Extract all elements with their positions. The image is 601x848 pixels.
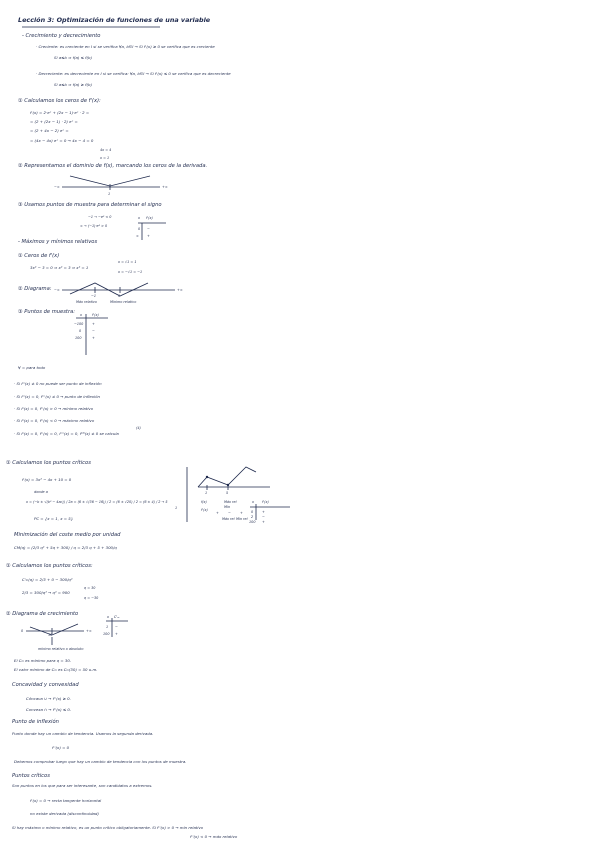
table-cell: + <box>92 336 95 340</box>
math-line: x = (−b ± √(b² − 4ac)) / 2a = (6 ± √(36 − 16)) / 2 = (6 ± √20) / 2 = (6 ± 4) / 2 → 5 <box>26 500 168 504</box>
axis-label: +∞ <box>162 185 168 189</box>
math-line: f'(x) = 2·eˣ + (2x − 1)·eˣ · 2 = <box>30 110 90 115</box>
step-heading: ② Representamos el dominio de f(x), marcando los ceros de la derivada. <box>18 163 208 169</box>
diagram-curve <box>70 283 148 296</box>
text-line: Debemos comprobar luego que hay un cambio de tendencia con los puntos de muestra. <box>14 759 187 764</box>
step-heading: ③ Puntos de muestra: <box>18 309 76 315</box>
axis-mark: 1 <box>108 192 111 196</box>
math-line: 3x² − 3 = 0 ⇒ x² = 3 ⇒ x² = 1 <box>30 265 89 270</box>
text-line: · Decreciente: es decreciente en I si se verifica: ∀a, b∈I → Si f'(x) ≤ 0 se verifica que es decreciente <box>36 71 231 76</box>
step-heading: ③ Usamos puntos de muestra para determinar el signo <box>18 202 162 208</box>
table-cell: 0 <box>138 227 141 231</box>
axis-mark: 1 <box>118 294 121 298</box>
page-title: Lección 3: Optimización de funciones de una variable <box>18 16 211 24</box>
table-cell: + <box>262 510 265 514</box>
text-line: f''(x) < 0 → máx relativo <box>190 834 238 839</box>
math-line: 2/3 = 300/q² → q² = 900 <box>22 590 70 595</box>
step-heading: ① Calculamos los ceros de f'(x): <box>18 98 101 104</box>
section-heading: - Máximos y mínimos relativos <box>18 239 98 245</box>
math-line: = (4x − 4x) eˣ = 0 → 4x − 4 = 0 <box>30 138 94 143</box>
text-line: no existe derivada (discontinuidad) <box>30 811 99 816</box>
rule-line: · Si f''(x) ≠ 0 no puede ser punto de inflexión <box>14 381 102 386</box>
graph-row-label: f(x) <box>201 500 207 504</box>
table-cell: + <box>92 322 95 326</box>
math-line: CM(q) = (2/3 q² + 5q + 300) / q = 2/3 q + 5 + 300/q <box>14 545 117 550</box>
graph-row-label: f'(x) <box>201 508 208 512</box>
math-line: x = √1 = 1 <box>118 260 137 264</box>
section-heading: Puntos críticos <box>12 773 50 779</box>
section-heading: Punto de inflexión <box>12 719 59 725</box>
table-cell: + <box>262 520 265 524</box>
math-line: q = 30 <box>84 586 96 590</box>
note-line: ∀ = para todo <box>18 365 46 370</box>
table-cell: − <box>92 329 95 333</box>
math-line: ∞ → (−1)·e² > 0 <box>80 224 108 228</box>
table-header: x <box>252 500 255 504</box>
axis-label: −∞ <box>54 185 60 189</box>
table-cell: − <box>115 625 118 629</box>
graph-value: Máx rel <box>224 500 237 504</box>
math-line: 1 <box>175 506 178 510</box>
rule-line: · Si f'(x) = 0, f''(x) = 0, f'''(x) = 0, f⁽⁴⁾(x) ≠ 0 se calcula <box>14 431 119 436</box>
math-line: donde a <box>34 490 48 494</box>
table-cell: 100 <box>75 336 82 340</box>
conclusion-line: El valor mínimo de Cₘ es Cₘ(30) = 50 u.m. <box>14 667 98 672</box>
math-line: x = −√1 = −1 <box>118 270 143 274</box>
table-cell: 2 <box>251 515 254 519</box>
text-line: Punto donde hay un cambio de tendencia. Usamos la segunda derivada. <box>12 731 154 736</box>
math-line: f'(x) = 3x² − 4x + 10 = 0 <box>22 477 72 482</box>
table-cell: + <box>115 632 118 636</box>
math-line: f''(x) = 0 <box>52 745 70 750</box>
table-cell: + <box>147 234 150 238</box>
table-header: x <box>80 313 83 317</box>
diagram-label: mínimo relativo o absoluto <box>38 647 84 651</box>
step-heading: ① Calculamos los puntos críticos <box>6 460 91 466</box>
step-heading: ② Diagrama: <box>18 286 52 292</box>
table-header: x <box>138 216 141 220</box>
axis-mark: −1 <box>91 294 96 298</box>
text-line: f'(x) = 0 → recta tangente horizontal <box>30 798 102 803</box>
table-header: f'(x) <box>146 216 153 220</box>
rule-line: · Si f''(x) = 0, f'''(x) ≠ 0 → punto de inflexión <box>14 394 100 399</box>
axis-label: −∞ <box>54 288 60 292</box>
text-line: Convexa ∩ → f''(x) ≤ 0. <box>26 707 72 712</box>
section-heading: - Crecimiento y decrecimiento <box>22 33 101 39</box>
table-cell: 100 <box>103 632 110 636</box>
rule-note: (4) <box>136 426 141 430</box>
step-heading: ② Diagrama de crecimiento <box>6 611 79 617</box>
math-line: PC = {x = 1, x = 5} <box>34 516 74 521</box>
math-line: 4x = 4 <box>100 148 112 152</box>
text-line: Si a≤b ⇒ f(a) ≥ f(b) <box>54 82 93 87</box>
diagram-label: Mínimo relativo <box>110 300 137 304</box>
axis-mark: 30 <box>48 633 53 637</box>
math-line: = (2 + (2x − 1) · 2) eˣ = <box>30 119 78 124</box>
graph-sign: + <box>240 511 243 515</box>
graph-sign: − <box>228 511 231 515</box>
rule-line: · Si f'(x) = 0, f''(x) < 0 → máximo relativo <box>14 418 95 423</box>
table-cell: − <box>262 515 265 519</box>
table-header: C'ₘ <box>114 615 120 619</box>
math-line: q = −30 <box>84 596 99 600</box>
graph-sign: + <box>216 511 219 515</box>
axis-label: +∞ <box>86 629 92 633</box>
rule-line: · Si f'(x) = 0, f''(x) > 0 → mínimo relativo <box>14 406 94 411</box>
text-line: Si hay máximo o mínimo relativo, es un punto crítico obligatoriamente. Si f''(x) > 0 → mín relativo <box>12 825 204 830</box>
axis-mark: 1 <box>205 491 208 495</box>
diagram-label: Máx relativo <box>76 300 97 304</box>
table-cell: − <box>147 227 150 231</box>
table-cell: 100 <box>249 520 256 524</box>
math-line: = (2 + 4x − 2) eˣ = <box>30 128 69 133</box>
axis-label: 0 <box>21 629 24 633</box>
table-header: f'(x) <box>262 500 269 504</box>
math-line: C'ₘ(q) = 2/3 + 0 − 300/q² <box>22 577 73 582</box>
graph-caption: Máx rel <box>222 517 235 521</box>
growth-curve <box>30 624 78 635</box>
text-line: Cóncava ∪ → f''(x) ≥ 0. <box>26 696 71 701</box>
step-heading: ① Ceros de f'(x) <box>18 253 60 259</box>
section-heading: Minimización del coste medio por unidad <box>14 532 121 538</box>
math-line: −1 → −e² < 0 <box>88 215 112 219</box>
graph-value: Mín <box>224 505 231 509</box>
text-line: Son puntos en los que para ser interesante, son candidatos a extremos. <box>12 783 153 788</box>
table-cell: 0 <box>251 510 254 514</box>
section-heading: Concavidad y convexidad <box>12 682 79 688</box>
graph-caption: Mín rel <box>236 517 248 521</box>
table-cell: 1 <box>106 625 109 629</box>
math-line: x = 1 <box>100 156 110 160</box>
table-header: f'(x) <box>92 313 99 317</box>
conclusion-line: El Cₘ es mínimo para q = 30. <box>14 658 72 663</box>
table-cell: −100 <box>74 322 84 326</box>
step-heading: ① Calculamos los puntos críticos: <box>6 563 93 569</box>
text-line: Si a≤b ⇒ f(a) ≤ f(b) <box>54 55 93 60</box>
axis-mark: 5 <box>226 491 229 495</box>
table-cell: ∞ <box>136 234 139 238</box>
text-line: · Creciente: es creciente en I si se verifica ∀a, b∈I → Si f'(x) ≥ 0 se verifica que es creciente <box>36 44 215 49</box>
table-cell: 0 <box>79 329 82 333</box>
table-header: x <box>107 615 110 619</box>
axis-label: +∞ <box>177 288 183 292</box>
